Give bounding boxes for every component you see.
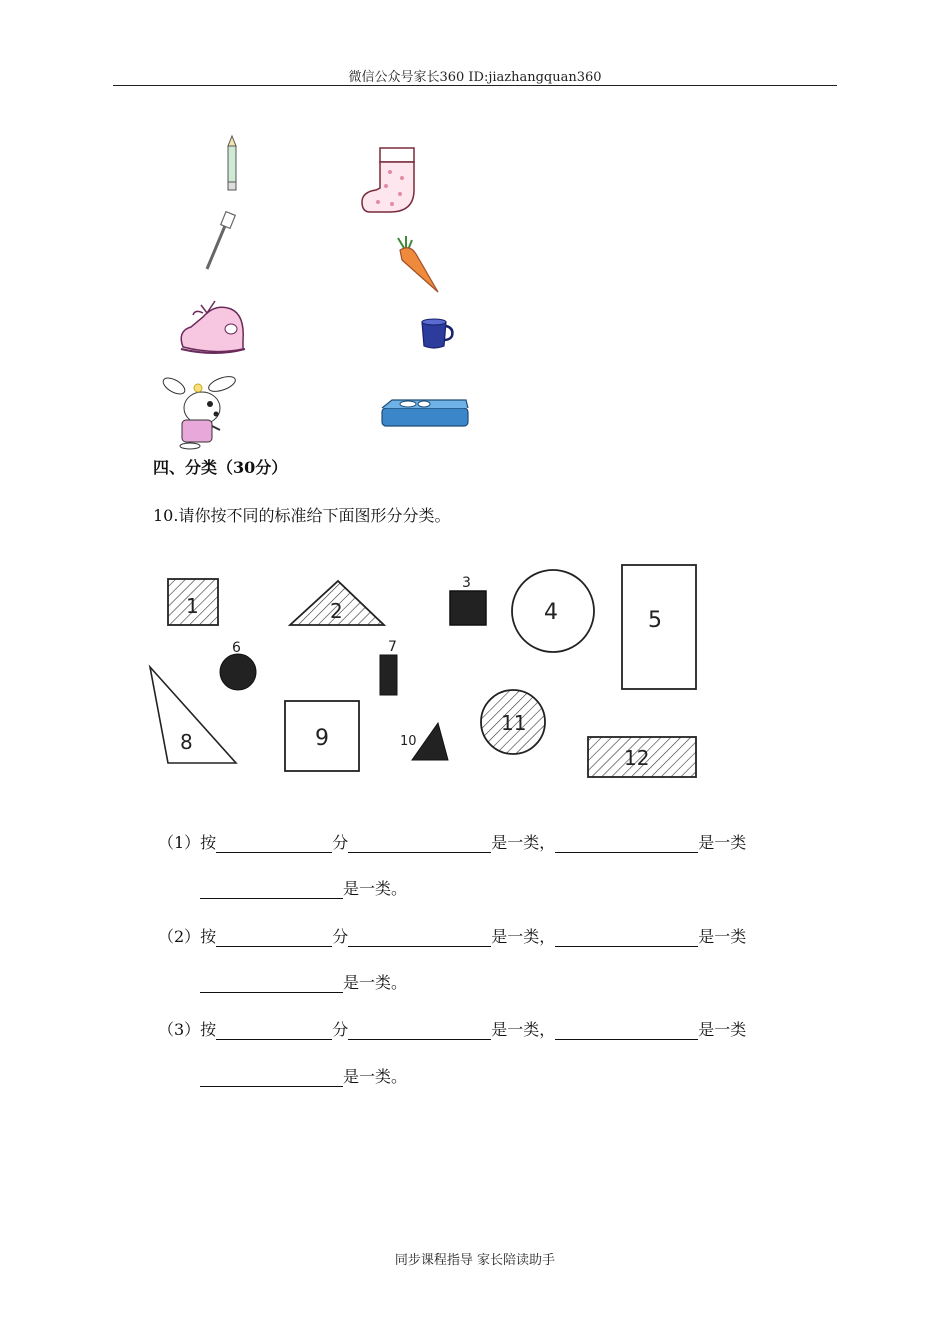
answer-1-mid: 分 <box>332 833 349 852</box>
shape-label-11: 11 <box>501 711 527 735</box>
shapes-figure <box>140 555 740 790</box>
shape-label-5: 5 <box>648 608 662 633</box>
answer-row-1-cont <box>200 876 407 899</box>
answer-row-2-cont <box>200 970 407 993</box>
answer-3-group-a-blank[interactable] <box>348 1021 491 1040</box>
answer-1-end1: 是一类， <box>491 833 556 852</box>
page-header: 微信公众号家长360 ID:jiazhangquan360 <box>348 70 602 85</box>
pencil-box-icon <box>380 396 470 432</box>
answer-row-1 <box>158 830 746 853</box>
answer-3-end2: 是一类 <box>698 1020 747 1039</box>
answer-1-group-b-blank[interactable] <box>555 834 698 853</box>
pencil-icon <box>222 134 242 196</box>
answer-2-criterion-blank[interactable] <box>216 928 332 947</box>
answer-1-group-a-blank[interactable] <box>348 834 491 853</box>
toothbrush-icon <box>203 211 237 271</box>
answer-3-group-c-blank[interactable] <box>200 1068 343 1087</box>
shape-label-3: 3 <box>462 575 471 591</box>
sock-icon <box>360 146 420 218</box>
answer-2-group-c-blank[interactable] <box>200 974 343 993</box>
shape-label-9: 9 <box>315 726 329 751</box>
carrot-icon <box>392 234 442 296</box>
shape-label-1: 1 <box>186 594 199 618</box>
answer-2-end2: 是一类 <box>698 927 747 946</box>
answer-2-end1: 是一类， <box>491 927 556 946</box>
shape-10-triangle-black <box>412 723 448 760</box>
answer-3-end3: 是一类。 <box>343 1067 408 1086</box>
header-divider <box>113 85 837 86</box>
answer-2-end3: 是一类。 <box>343 973 408 992</box>
answer-3-group-b-blank[interactable] <box>555 1021 698 1040</box>
answer-2-prefix: （2）按 <box>158 927 217 946</box>
answer-1-group-c-blank[interactable] <box>200 880 343 899</box>
shape-label-6: 6 <box>232 640 241 656</box>
shoe-icon <box>175 291 247 357</box>
answer-3-prefix: （3）按 <box>158 1020 217 1039</box>
answer-row-3 <box>158 1017 746 1040</box>
section-title: 四、分类（30分） <box>153 458 288 477</box>
shape-label-10: 10 <box>400 734 417 749</box>
shape-label-2: 2 <box>330 599 343 623</box>
answer-1-end3: 是一类。 <box>343 879 408 898</box>
shape-6-circle-black <box>220 654 256 690</box>
answer-1-prefix: （1）按 <box>158 833 217 852</box>
page-footer: 同步课程指导 家长陪读助手 <box>394 1253 556 1268</box>
shape-label-4: 4 <box>544 600 558 625</box>
answer-3-mid: 分 <box>332 1020 349 1039</box>
shape-label-8: 8 <box>180 730 193 754</box>
answer-3-criterion-blank[interactable] <box>216 1021 332 1040</box>
bunny-icon <box>160 370 240 450</box>
cup-icon <box>418 316 456 350</box>
shape-7-rectangle-black <box>380 655 397 695</box>
answer-row-2 <box>158 924 746 947</box>
answer-1-end2: 是一类 <box>698 833 747 852</box>
answer-row-3-cont <box>200 1064 407 1087</box>
shape-label-7: 7 <box>388 639 397 655</box>
question-text: 10.请你按不同的标准给下面图形分分类。 <box>153 506 451 525</box>
shape-label-12: 12 <box>624 746 650 770</box>
answer-3-end1: 是一类， <box>491 1020 556 1039</box>
answer-1-criterion-blank[interactable] <box>216 834 332 853</box>
answer-2-group-a-blank[interactable] <box>348 928 491 947</box>
answer-2-group-b-blank[interactable] <box>555 928 698 947</box>
answer-2-mid: 分 <box>332 927 349 946</box>
shape-3-square-black <box>450 591 486 625</box>
